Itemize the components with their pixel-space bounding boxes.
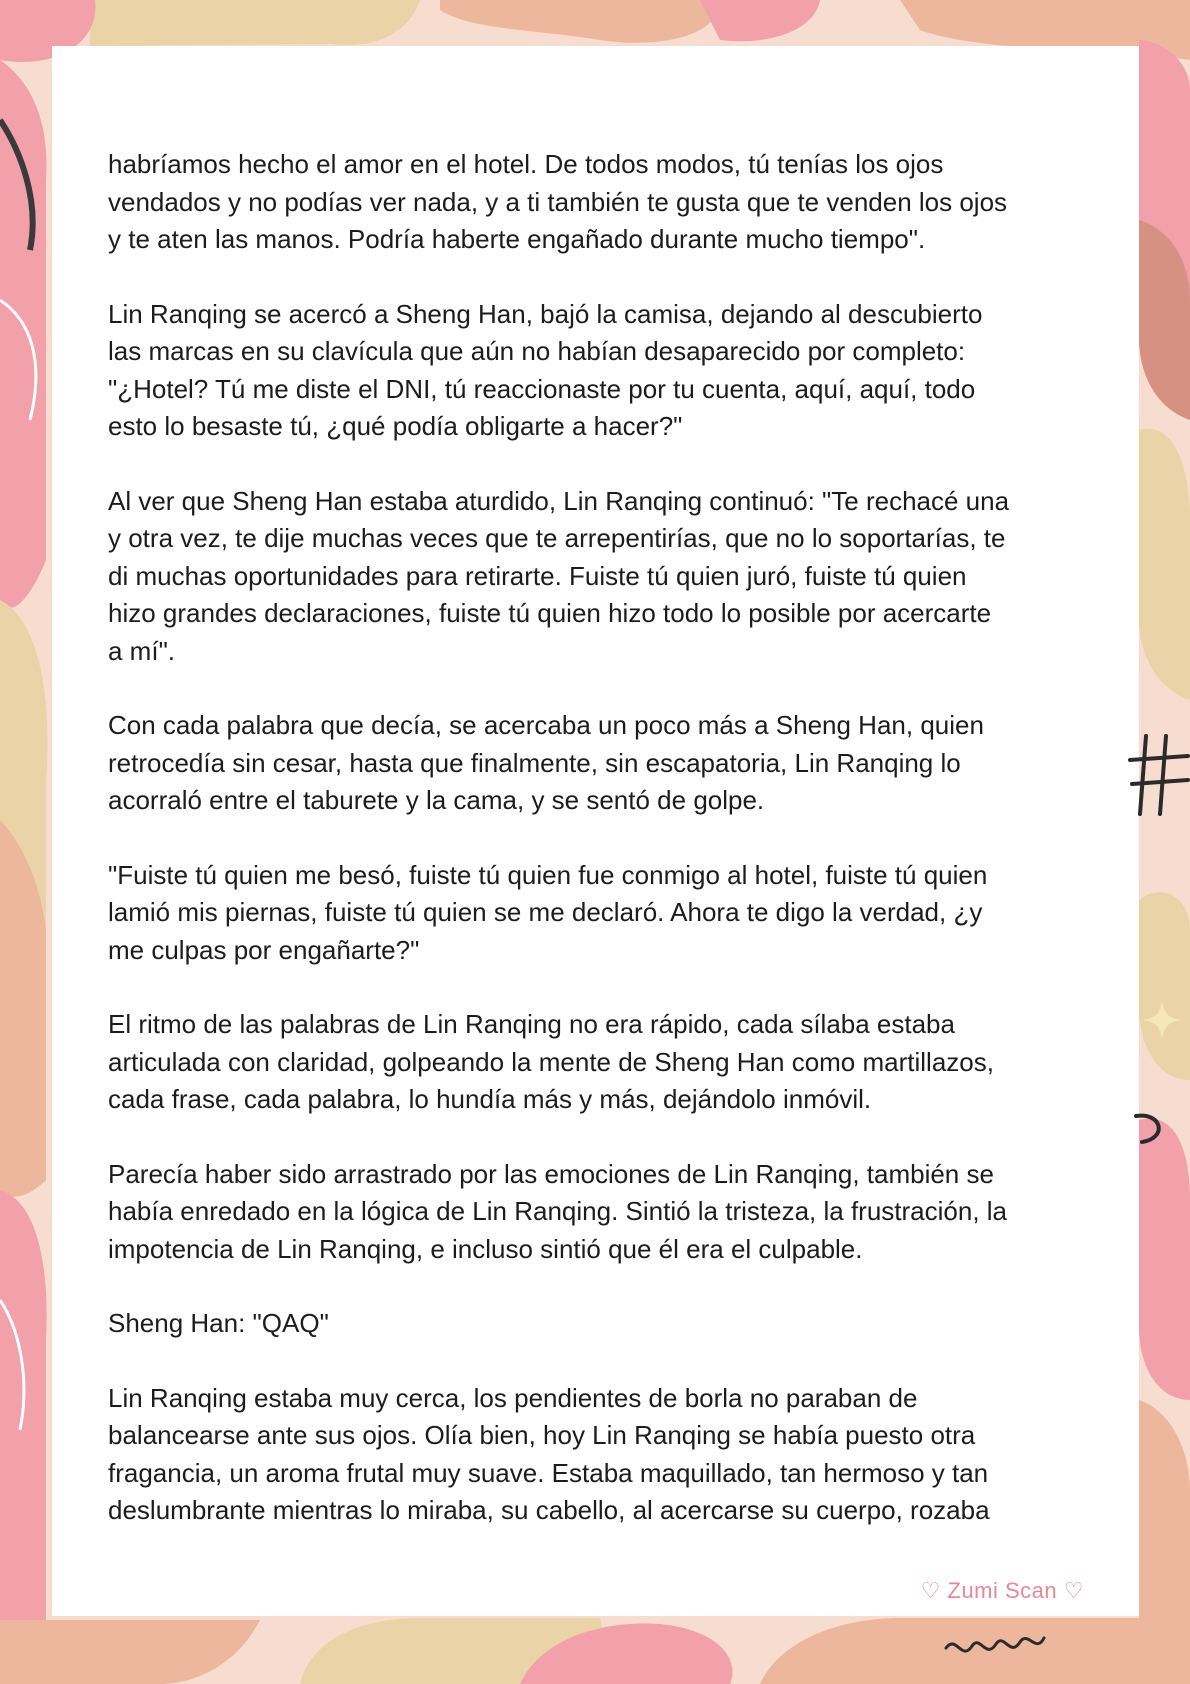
text-line: impotencia de Lin Ranqing, e incluso sintió que él era el culpable. [108,1233,863,1264]
text-line: y te aten las manos. Podría haberte engañado durante mucho tiempo". [108,224,926,254]
swirl-icon [1132,1112,1170,1146]
text-line: cada frase, cada palabra, lo hundía más y más, dejándolo inmóvil. [108,1084,872,1114]
text-line: a mí". [108,635,176,666]
text-line: retrocedía sin cesar, hasta que finalmente, sin escapatoria, Lin Ranqing lo [108,747,961,778]
text-line: Al ver que Sheng Han estaba aturdido, Lin Ranqing continuó: "Te rechacé una [108,485,1010,516]
text-line: Parecía haber sido arrastrado por las emociones de Lin Ranqing, también se [108,1158,994,1189]
paragraph [108,483,1088,671]
text-line: Lin Ranqing estaba muy cerca, los pendientes de borla no paraban de [108,1382,918,1413]
text-line: y otra vez, te dije muchas veces que te arrepentirías, que no lo soportarías, te [108,523,1006,553]
text-line: vendados y no podías ver nada, y a ti también te gusta que te venden los ojos [108,186,1008,217]
paragraph [108,296,1088,446]
paragraph [108,1305,1088,1343]
text-line: habríamos hecho el amor en el hotel. De todos modos, tú tenías los ojos [108,149,944,179]
text-line: fragancia, un aroma frutal muy suave. Estaba maquillado, tan hermoso y tan [108,1457,989,1488]
text-line: Sheng Han: "QAQ" [108,1308,329,1338]
hashtag-icon [1128,732,1190,818]
text-line: Lin Ranqing se acercó a Sheng Han, bajó la camisa, dejando al descubierto [108,298,983,329]
paragraph [108,1380,1088,1530]
text-line: me culpas por engañarte?" [108,934,420,965]
text-line: El ritmo de las palabras de Lin Ranqing no era rápido, cada sílaba estaba [108,1009,955,1039]
text-line: acorraló entre el taburete y la cama, y se sentó de golpe. [108,785,765,815]
text-line: hizo grandes declaraciones, fuiste tú quien hizo todo lo posible por acercarte [108,598,992,628]
text-line: balancearse ante sus ojos. Olía bien, hoy Lin Ranqing se había puesto otra [108,1420,976,1450]
paragraph [108,1006,1088,1119]
paragraph [108,1156,1088,1269]
squiggle-icon [944,1628,1054,1670]
text-line: articulada con claridad, golpeando la mente de Sheng Han como martillazos, [108,1046,994,1077]
paragraph [108,707,1088,820]
text-line: "Fuiste tú quien me besó, fuiste tú quien fue conmigo al hotel, fuiste tú quien [108,859,988,890]
text-line: esto lo besaste tú, ¿qué podía obligarte a hacer?" [108,411,683,441]
text-line: Con cada palabra que decía, se acercaba un poco más a Sheng Han, quien [108,710,984,740]
paragraph [108,857,1088,970]
text-line: "¿Hotel? Tú me diste el DNI, tú reaccionaste por tu cuenta, aquí, aquí, todo [108,373,976,404]
text-line: lamió mis piernas, fuiste tú quien se me declaró. Ahora te digo la verdad, ¿y [108,897,983,927]
text-line: había enredado en la lógica de Lin Ranqing. Sintió la tristeza, la frustración, la [108,1196,1008,1226]
scanlation-watermark: ♡ Zumi Scan ♡ [920,1578,1084,1603]
text-line: deslumbrante mientras lo miraba, su cabello, al acercarse su cuerpo, rozaba [108,1495,990,1525]
chapter-text [108,146,1088,1567]
text-line: di muchas oportunidades para retirarte. Fuiste tú quien juró, fuiste tú quien [108,560,967,591]
sparkle-icon [1142,1000,1182,1040]
text-line: las marcas en su clavícula que aún no habían desaparecido por completo: [108,336,966,366]
paragraph [108,146,1088,259]
